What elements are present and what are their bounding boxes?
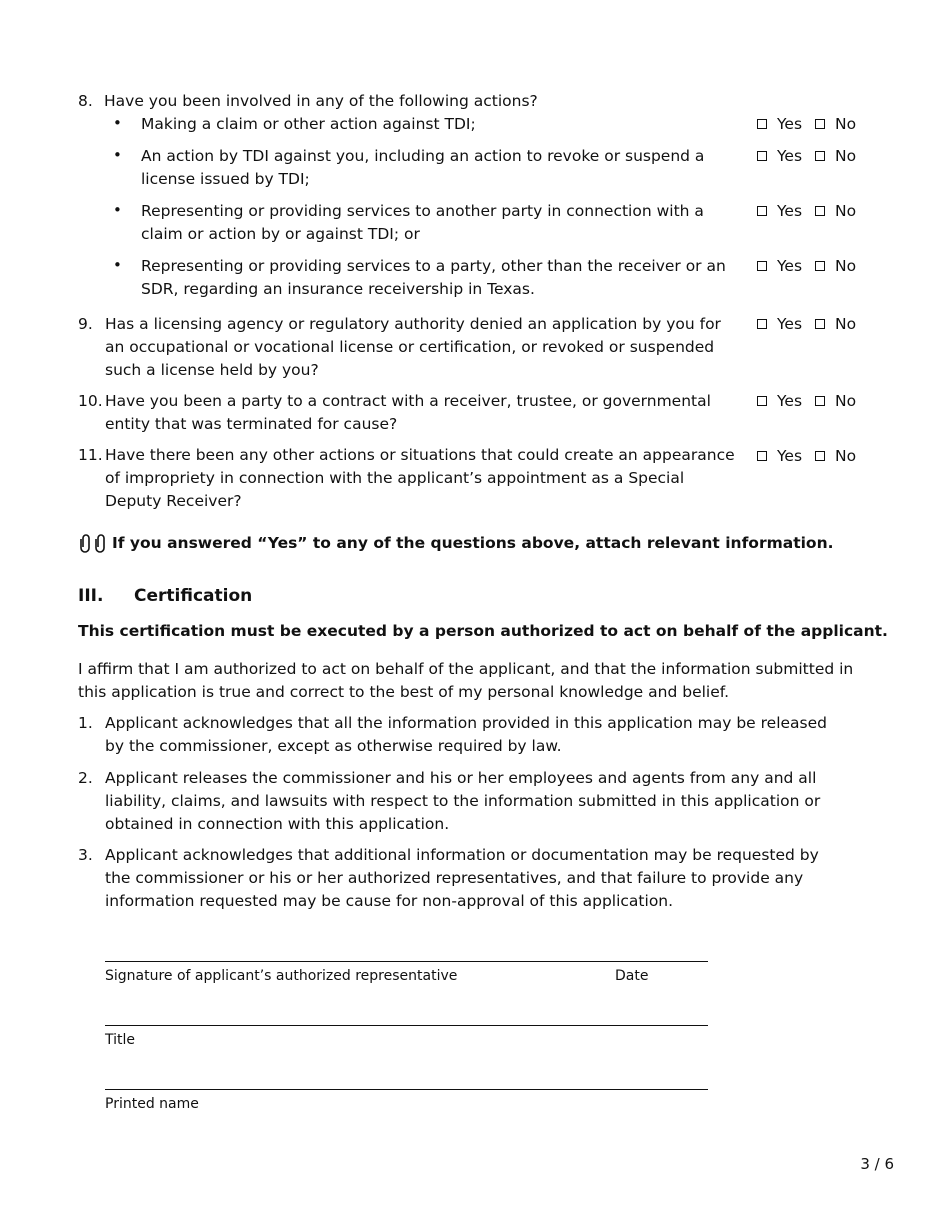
question-text: Have there been any other actions or situations that could create an appearance of impropriety in connection with the applicant’s appointment as a Special Deputy Receiver? xyxy=(105,446,735,510)
bullet: • xyxy=(113,201,122,219)
yes-label: Yes xyxy=(777,315,803,333)
section-heading xyxy=(78,586,252,606)
section-title: Certification xyxy=(134,586,253,606)
question-text: Has a licensing agency or regulatory authority denied an application by you for an occupational or vocational license or certification, or revoked or suspended such a license held by you? xyxy=(105,315,721,379)
no-checkbox[interactable] xyxy=(815,119,825,129)
yes-no-group xyxy=(757,391,856,411)
cert-item xyxy=(78,712,838,758)
question-text: Have you been involved in any of the following actions? xyxy=(104,92,538,110)
bullet: • xyxy=(113,146,122,164)
no-checkbox[interactable] xyxy=(815,261,825,271)
no-label: No xyxy=(835,257,857,275)
question-number: 10. xyxy=(78,392,103,410)
cert-text: Applicant acknowledges that all the information provided in this application may be released by the commissioner, except as otherwise required by law. xyxy=(105,714,827,755)
yes-checkbox[interactable] xyxy=(757,261,767,271)
question-10 xyxy=(78,390,738,436)
attach-note xyxy=(78,533,834,553)
question-number: 11. xyxy=(78,446,103,464)
certification-instruction: This certification must be executed by a person authorized to act on behalf of the applicant. xyxy=(78,622,888,640)
yes-no-group xyxy=(757,314,856,334)
question-9 xyxy=(78,313,738,382)
cert-text: Applicant acknowledges that additional information or documentation may be requested by the commissioner or his or her authorized representatives, and that failure to provide any information requested may be cause for non-approval of this application. xyxy=(105,846,819,910)
signature-line[interactable] xyxy=(105,961,708,962)
yes-checkbox[interactable] xyxy=(757,119,767,129)
yes-checkbox[interactable] xyxy=(757,151,767,161)
yes-no-group xyxy=(757,201,856,221)
yes-no-group xyxy=(757,114,856,134)
question-number: 9. xyxy=(78,315,93,333)
signature-label: Signature of applicant’s authorized representative xyxy=(105,968,458,984)
yes-label: Yes xyxy=(777,392,803,410)
attach-note-text: If you answered “Yes” to any of the questions above, attach relevant information. xyxy=(112,534,834,552)
yes-checkbox[interactable] xyxy=(757,319,767,329)
question-11 xyxy=(78,444,738,513)
bullet: • xyxy=(113,256,122,274)
no-label: No xyxy=(835,392,857,410)
yes-label: Yes xyxy=(777,257,803,275)
question-text: Have you been a party to a contract with a receiver, trustee, or governmental entity that was terminated for cause? xyxy=(105,392,711,433)
cert-text: Applicant releases the commissioner and his or her employees and agents from any and all liability, claims, and lawsuits with respect to the information submitted in this application or obtained in connection with this application. xyxy=(105,769,821,833)
bullet-text: Representing or providing services to a party, other than the receiver or an SDR, regarding an insurance receivership in Texas. xyxy=(141,257,726,298)
question-number: 8. xyxy=(78,92,93,110)
no-label: No xyxy=(835,115,857,133)
printed-name-line[interactable] xyxy=(105,1089,708,1090)
cert-item xyxy=(78,767,838,836)
yes-label: Yes xyxy=(777,202,803,220)
date-label: Date xyxy=(615,968,649,984)
yes-label: Yes xyxy=(777,147,803,165)
yes-no-group xyxy=(757,256,856,276)
cert-number: 2. xyxy=(78,769,93,787)
question-8 xyxy=(78,90,538,112)
no-checkbox[interactable] xyxy=(815,151,825,161)
no-label: No xyxy=(835,447,857,465)
yes-checkbox[interactable] xyxy=(757,396,767,406)
title-line[interactable] xyxy=(105,1025,708,1026)
affirmation-paragraph: I affirm that I am authorized to act on behalf of the applicant, and that the information submitted in this application is true and correct to the best of my personal knowledge and belief. xyxy=(78,660,854,701)
bullet-text: Representing or providing services to another party in connection with a claim or action by or against TDI; or xyxy=(141,202,704,243)
no-checkbox[interactable] xyxy=(815,206,825,216)
printed-name-label: Printed name xyxy=(105,1096,199,1112)
no-label: No xyxy=(835,315,857,333)
no-label: No xyxy=(835,202,857,220)
title-label: Title xyxy=(105,1032,136,1048)
cert-item xyxy=(78,844,838,913)
yes-no-group xyxy=(757,146,856,166)
yes-label: Yes xyxy=(777,447,803,465)
bullet-text: An action by TDI against you, including an action to revoke or suspend a license issued by TDI; xyxy=(141,147,705,188)
yes-checkbox[interactable] xyxy=(757,206,767,216)
cert-number: 1. xyxy=(78,714,93,732)
section-number: III. xyxy=(78,586,104,606)
yes-checkbox[interactable] xyxy=(757,451,767,461)
no-checkbox[interactable] xyxy=(815,319,825,329)
bullet: • xyxy=(113,114,122,132)
page-number: 3 / 6 xyxy=(860,1155,894,1173)
no-checkbox[interactable] xyxy=(815,396,825,406)
yes-no-group xyxy=(757,446,856,466)
no-label: No xyxy=(835,147,857,165)
cert-number: 3. xyxy=(78,846,93,864)
bullet-text: Making a claim or other action against TDI; xyxy=(141,115,476,133)
yes-label: Yes xyxy=(777,115,803,133)
no-checkbox[interactable] xyxy=(815,451,825,461)
paperclip-icon xyxy=(78,533,108,553)
